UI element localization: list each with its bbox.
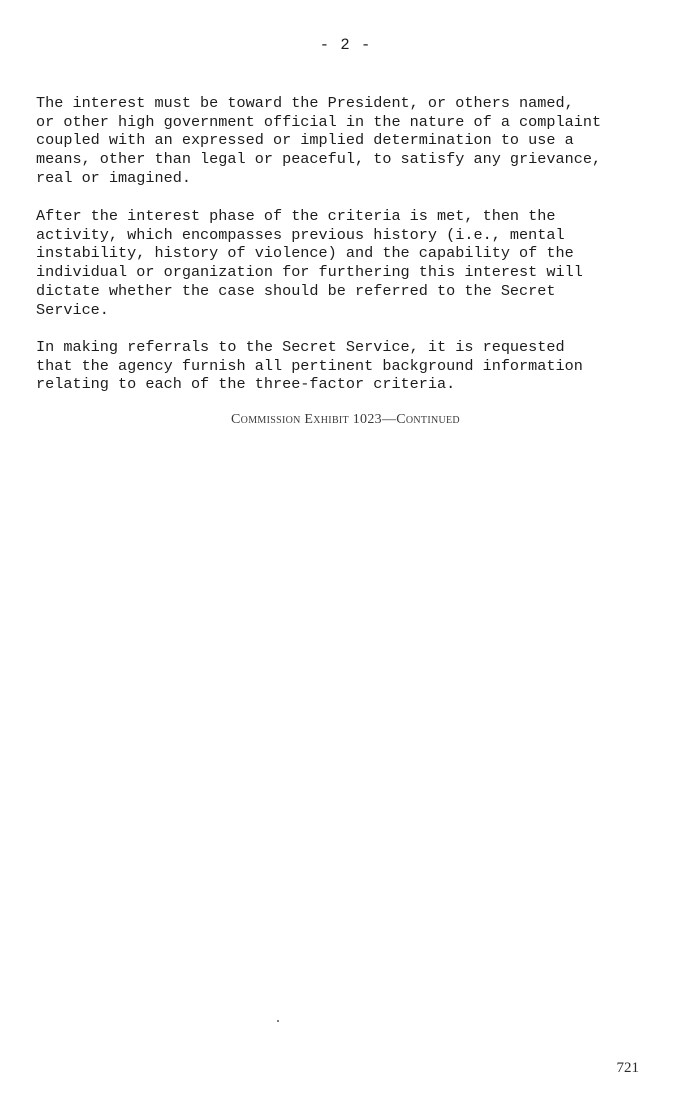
page-number-header: - 2 -	[319, 36, 372, 54]
paragraph-interest	[36, 94, 656, 188]
text-line: activity, which encompasses previous history (i.e., mental	[36, 225, 565, 244]
text-line: relating to each of the three-factor criteria.	[36, 375, 456, 394]
text-line: means, other than legal or peaceful, to satisfy any grievance,	[36, 150, 602, 169]
text-line: After the interest phase of the criteria is met, then the	[36, 207, 556, 225]
paragraph-activity	[36, 207, 656, 319]
page-folio-number: 721	[616, 1060, 639, 1076]
text-line: or other high government official in the nature of a complaint	[36, 112, 602, 131]
text-line: coupled with an expressed or implied determination to use a	[36, 131, 574, 150]
paragraph-referrals	[36, 338, 656, 394]
text-line: In making referrals to the Secret Service, it is requested	[36, 338, 565, 356]
text-line: dictate whether the case should be referred to the Secret	[36, 281, 556, 300]
text-line: Service.	[36, 300, 109, 319]
text-line: that the agency furnish all pertinent background information	[36, 356, 583, 375]
text-line: The interest must be toward the President, or others named,	[36, 94, 574, 112]
text-line: individual or organization for furthering this interest will	[36, 263, 583, 282]
text-line: instability, history of violence) and the capability of the	[36, 244, 574, 263]
text-line: real or imagined.	[36, 168, 191, 187]
exhibit-caption: Commission Exhibit 1023—Continued	[231, 412, 460, 427]
scan-speck	[277, 1020, 279, 1022]
